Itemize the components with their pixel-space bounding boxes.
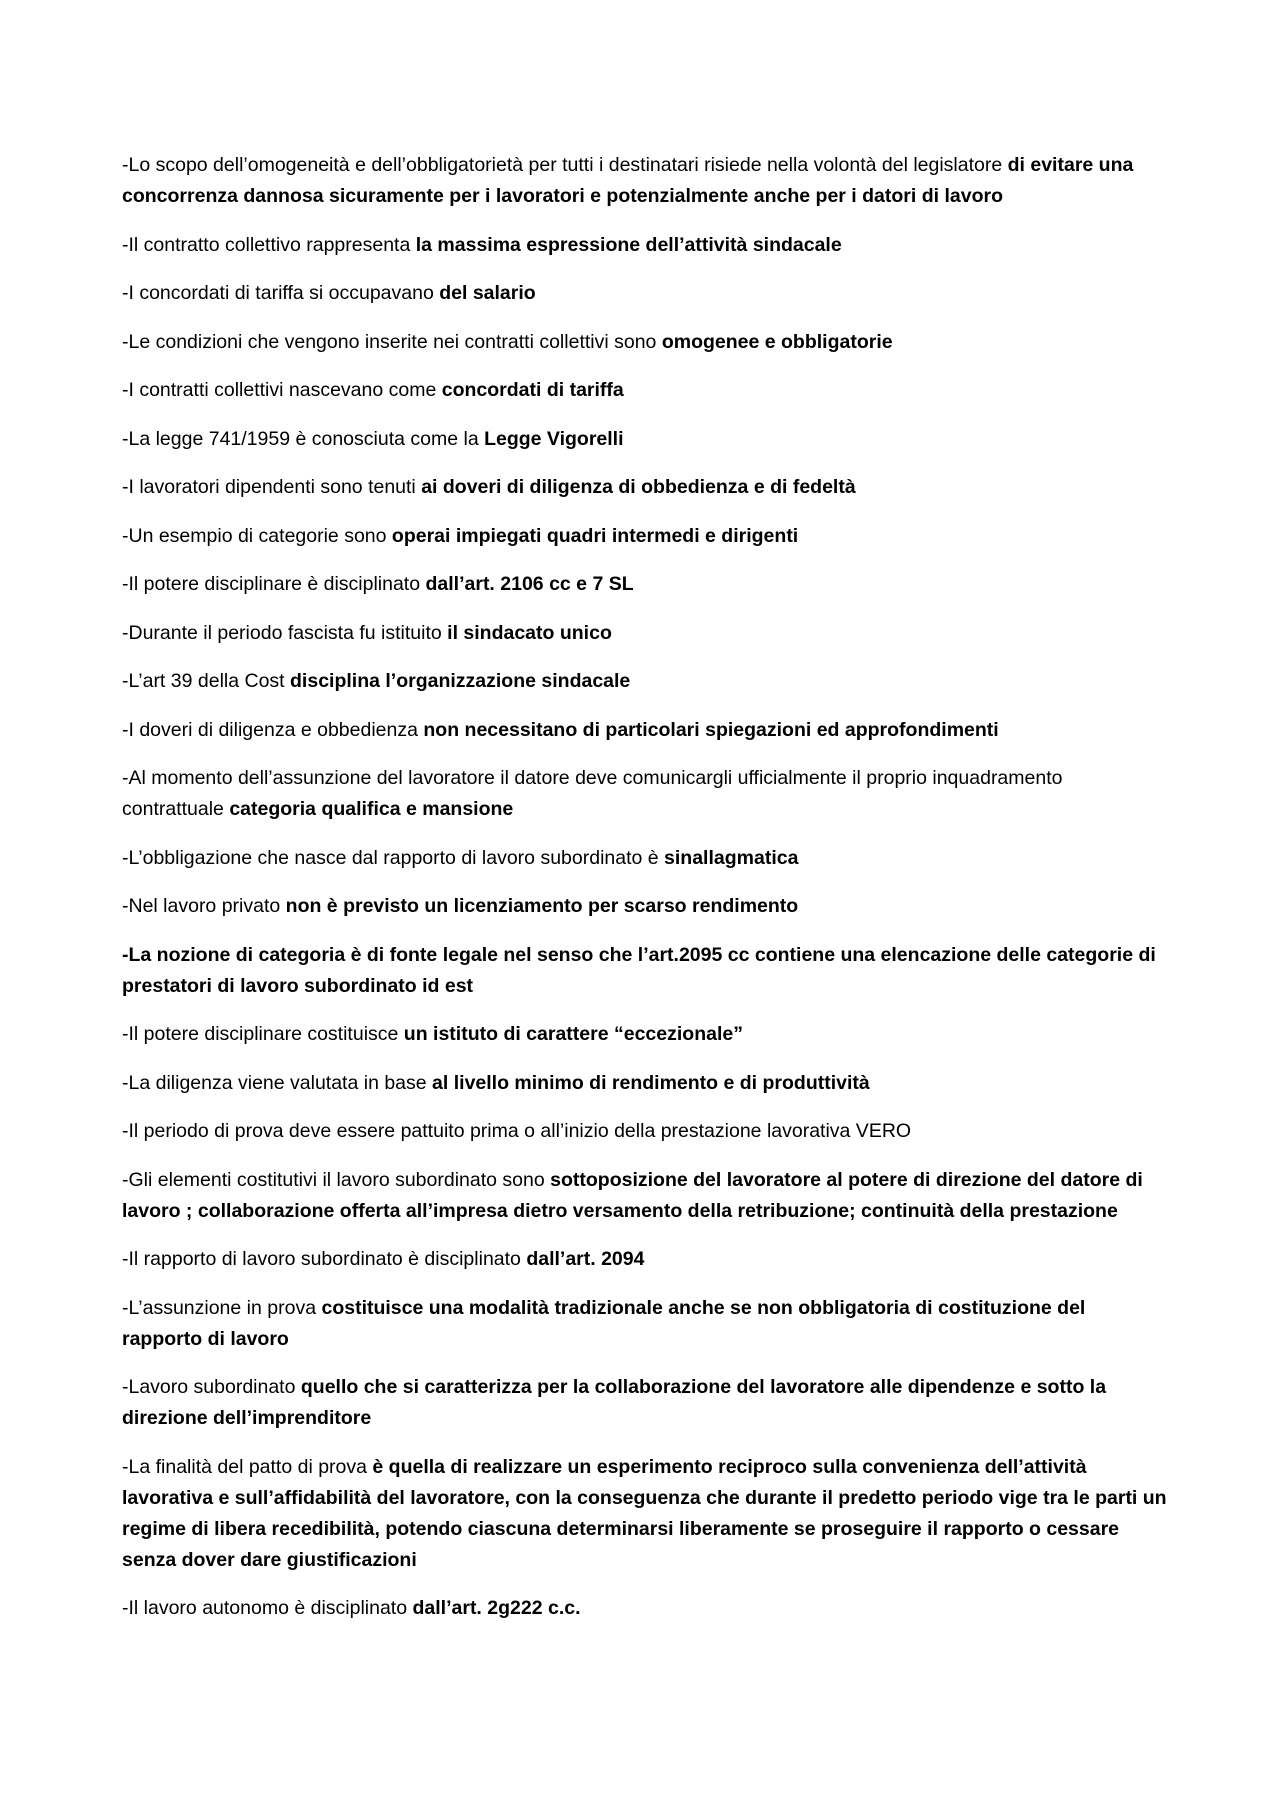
paragraph-text: -Durante il periodo fascista fu istituito [122,621,448,644]
paragraph [122,618,1167,649]
paragraph [122,1372,1167,1434]
paragraph-text: -Gli elementi costitutivi il lavoro subordinato sono [122,1168,551,1191]
paragraph-text: -I doveri di diligenza e obbedienza [122,718,424,741]
paragraph-bold-text: di evitare una concorrenza dannosa sicuramente per i lavoratori e potenzialmente anche per i datori di lavoro [122,154,1134,207]
paragraph-bold-text: concordati di tariffa [441,379,624,401]
paragraph-text: -Le condizioni che vengono inserite nei contratti collettivi sono [122,330,662,353]
paragraph-text: -Il periodo di prova deve essere pattuito prima o all’inizio della prestazione lavorativa VERO [122,1120,912,1142]
paragraph-text: -Il contratto collettivo rappresenta [122,233,416,256]
paragraph [122,715,1167,746]
paragraph-text: -Il potere disciplinare è disciplinato [122,573,426,595]
paragraph-text: -I lavoratori dipendenti sono tenuti [122,476,422,498]
paragraph-text: -I contratti collettivi nascevano come [122,379,442,401]
paragraph-bold-text: il sindacato unico [447,621,612,644]
paragraph-text: -Lo scopo dell’omogeneità e dell’obbligatorietà per tutti i destinatari risiede nella volontà del legislatore [122,154,1008,176]
paragraph [122,1116,1167,1147]
paragraph [122,375,1167,406]
paragraph [122,1452,1167,1576]
paragraph [122,521,1167,552]
paragraph-bold-text: costituisce una modalità tradizionale anche se non obbligatoria di costituzione del rapporto di lavoro [122,1296,1086,1350]
paragraph [122,763,1167,825]
paragraph-text: -L’assunzione in prova [122,1296,322,1319]
paragraph-bold-text: dall’art. 2106 cc e 7 SL [425,573,634,595]
paragraph [122,1019,1167,1050]
paragraph-bold-text: sinallagmatica [664,846,799,869]
paragraph-bold-text: sottoposizione del lavoratore al potere di direzione del datore di lavoro ; collaborazione offerta all’impresa dietro versamento della retribuzione; continuità della prestazione [122,1168,1143,1222]
paragraph [122,569,1167,600]
paragraph [122,1068,1167,1099]
paragraph [122,666,1167,697]
paragraph-text: -La finalità del patto di prova [122,1455,373,1478]
paragraph [122,1244,1167,1275]
paragraph-text: -La diligenza viene valutata in base [122,1071,433,1094]
paragraph [122,1293,1167,1355]
paragraph [122,150,1167,212]
paragraph-bold-text: ai doveri di diligenza di obbedienza e di fedeltà [421,476,856,498]
paragraph-bold-text: operai impiegati quadri intermedi e dirigenti [391,524,799,547]
paragraph-bold-text: del salario [439,282,536,304]
paragraph [122,1593,1167,1624]
paragraph-bold-text: non necessitano di particolari spiegazioni ed approfondimenti [423,718,999,741]
paragraph-text: -Al momento dell’assunzione del lavoratore il datore deve comunicargli ufficialmente il proprio inquadramento contrattuale [122,767,1063,820]
paragraph-bold-text: disciplina l’organizzazione sindacale [290,670,631,692]
paragraph-text: -La legge 741/1959 è conosciuta come la [122,427,485,450]
paragraph-text: -L’art 39 della Cost [122,670,291,692]
paragraph [122,424,1167,455]
paragraph-bold-text: omogenee e obbligatorie [661,330,893,353]
paragraph-text: -Il potere disciplinare costituisce [122,1023,404,1045]
paragraph [122,940,1167,1002]
paragraph [122,1165,1167,1227]
paragraph [122,327,1167,358]
paragraph-bold-text: un istituto di carattere “eccezionale” [403,1023,743,1045]
paragraph-bold-text: quello che si caratterizza per la collaborazione del lavoratore alle dipendenze e sotto la direzione dell’imprenditore [122,1376,1107,1429]
paragraph [122,891,1167,922]
paragraph-bold-text: categoria qualifica e mansione [229,798,514,820]
paragraph [122,843,1167,874]
paragraph-text: -Il lavoro autonomo è disciplinato [122,1597,413,1619]
paragraph-text: -L’obbligazione che nasce dal rapporto di lavoro subordinato è [122,846,665,869]
paragraph-text: -Nel lavoro privato [122,895,286,917]
paragraph [122,230,1167,261]
paragraph-text: -Un esempio di categorie sono [122,524,392,547]
document-body [122,150,1167,1642]
paragraph-bold-text: Legge Vigorelli [484,427,624,450]
paragraph-bold-text: è quella di realizzare un esperimento reciproco sulla convenienza dell’attività lavorativa e sull’affidabilità del lavoratore, con la conseguenza che durante il predetto periodo vige tra le parti un regime di libera recedibilità, potendo ciascuna determinarsi liberamente se proseguire il rapporto o cessare senza dover dare giustificazioni [122,1455,1167,1571]
paragraph-bold-text: la massima espressione dell’attività sindacale [415,233,842,256]
paragraph-text: -I concordati di tariffa si occupavano [122,282,440,304]
paragraph-bold-text: non è previsto un licenziamento per scarso rendimento [285,895,799,917]
paragraph-bold-text: al livello minimo di rendimento e di produttività [432,1071,870,1094]
paragraph-bold-text: dall’art. 2g222 c.c. [412,1597,581,1619]
paragraph [122,278,1167,309]
paragraph [122,472,1167,503]
paragraph-bold-text: dall’art. 2094 [526,1248,645,1270]
paragraph-text: -Lavoro subordinato [122,1376,301,1398]
paragraph-bold-text: -La nozione di categoria è di fonte legale nel senso che l’art.2095 cc contiene una elencazione delle categorie di prestatori di lavoro subordinato id est [122,943,1156,997]
paragraph-text: -Il rapporto di lavoro subordinato è disciplinato [122,1248,527,1270]
